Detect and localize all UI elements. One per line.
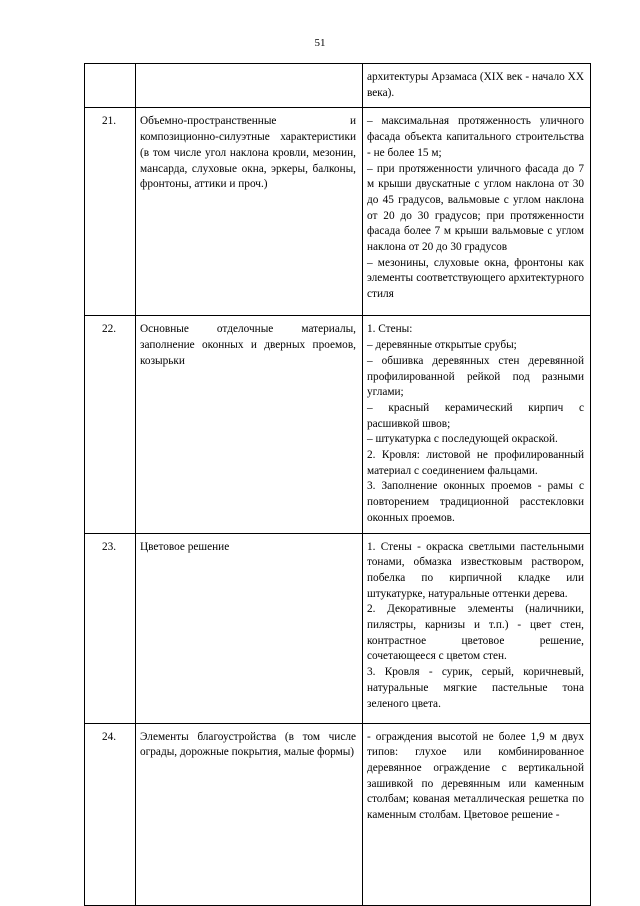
requirement-line: 2. Декоративные элементы (наличники, пилястры, карнизы и т.п.) - цвет стен, контрастное цветовое решение, сочетающееся с цветом стен. — [367, 603, 584, 663]
table-row — [85, 316, 591, 533]
table-body — [85, 64, 591, 906]
requirement-line: - ограждения высотой не более 1,9 м двух типов: глухое или комбинированное деревянное ограждение с вертикальной зашивкой по деревянным или каменным столбам; кованая металлическая решетка по каменным столбам. Цветовое решение - — [367, 730, 584, 822]
row-number: 23. — [85, 533, 136, 723]
requirement-cell — [363, 533, 591, 723]
requirement-line: 3. Кровля - сурик, серый, коричневый, натуральные мягкие пастельные тона зеленого цвета. — [367, 666, 584, 710]
table-row — [85, 108, 591, 316]
parameter-name — [136, 64, 363, 108]
requirement-cell — [363, 108, 591, 316]
parameter-name: Основные отделочные материалы, заполнение оконных и дверных проемов, козырьки — [136, 316, 363, 533]
requirement-line: 1. Стены: — [367, 323, 413, 336]
table-row — [85, 533, 591, 723]
row-number — [85, 64, 136, 108]
requirement-line: – максимальная протяженность уличного фасада объекта капитального строительства - не более 15 м; — [367, 115, 584, 159]
requirement-line: – при протяженности уличного фасада до 7 м крыши двускатные с углом наклона от 30 до 45 градусов, вальмовые с углом наклона от 20 до 30 градусов; при протяженности фасада более 7 м крыши вальмовые с углом наклона от 20 до 30 градусов — [367, 162, 584, 254]
page-number: 51 — [314, 37, 326, 49]
requirement-line: – обшивка деревянных стен деревянной профилированной рейкой под разными углами; — [367, 354, 584, 399]
requirement-cell — [363, 723, 591, 905]
requirements-table — [84, 63, 591, 906]
row-number: 21. — [85, 108, 136, 316]
requirement-line: 2. Кровля: листовой не профилированный материал с соединением фальцами. — [367, 449, 584, 477]
table-row — [85, 723, 591, 905]
parameter-name: Объемно-пространственные и композиционно-силуэтные характеристики (в том числе угол наклона кровли, мезонин, мансарда, слуховые окна, эркеры, балконы, фронтоны, аттики и проч.) — [136, 108, 363, 316]
parameter-name: Элементы благоустройства (в том числе ограды, дорожные покрытия, малые формы) — [136, 723, 363, 905]
requirement-line: – штукатурка с последующей окраской. — [367, 433, 558, 446]
requirement-line: 3. Заполнение оконных проемов - рамы с повторением традиционной расстекловки оконных проемов. — [367, 480, 584, 524]
requirement-line: архитектуры Арзамаса (XIX век - начало XX века). — [367, 71, 584, 99]
requirement-line: – красный керамический кирпич с расшивкой швов; — [367, 401, 584, 430]
row-number: 24. — [85, 723, 136, 905]
requirement-cell — [363, 316, 591, 533]
requirement-line: – деревянные открытые срубы; — [367, 339, 517, 352]
requirement-line: 1. Стены - окраска светлыми пастельными тонами, обмазка известковым раствором, побелка по кирпичной кладке или штукатурке, натуральные оттенки дерева. — [367, 540, 584, 600]
table-row — [85, 64, 591, 108]
requirement-line: – мезонины, слуховые окна, фронтоны как элементы соответствующего архитектурного стиля — [367, 256, 584, 301]
parameter-name: Цветовое решение — [136, 533, 363, 723]
row-number: 22. — [85, 316, 136, 533]
requirement-cell — [363, 64, 591, 108]
